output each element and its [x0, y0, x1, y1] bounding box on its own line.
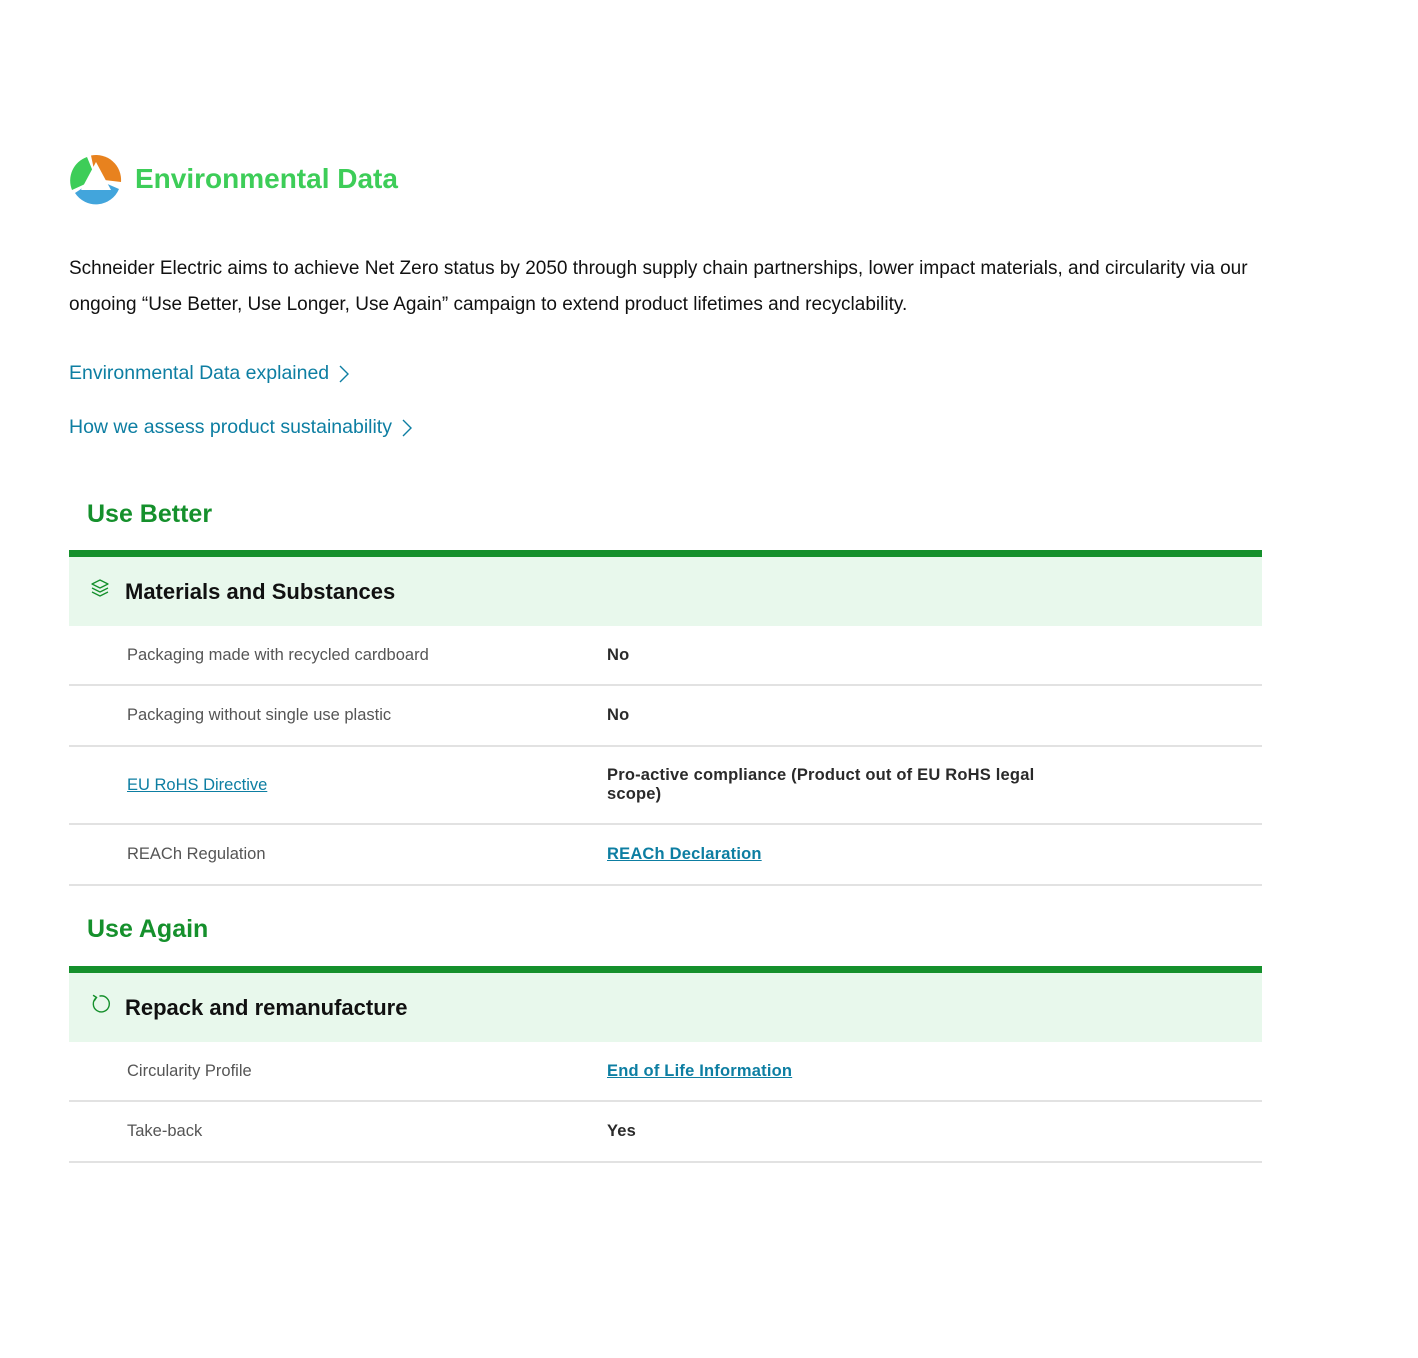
table-row	[69, 825, 1262, 886]
card-header	[69, 966, 1262, 1042]
table-row	[69, 747, 1262, 825]
intro-paragraph: Schneider Electric aims to achieve Net Zero status by 2050 through supply chain partnerships, lower impact materials, and circularity via our ongoing “Use Better, Use Longer, Use Again” campaign to extend product lifetimes and recyclability.	[69, 258, 1248, 315]
eu-rohs-directive-link[interactable]: EU RoHS Directive	[127, 775, 268, 794]
repack-remanufacture-card	[69, 966, 1262, 1163]
row-value: Yes	[607, 1122, 637, 1140]
environment-logo-icon	[69, 152, 123, 206]
card-title: Materials and Substances	[125, 578, 396, 604]
chevron-right-icon	[338, 364, 350, 384]
table-row	[69, 1102, 1262, 1163]
materials-substances-card	[69, 550, 1262, 886]
page-header	[69, 152, 398, 206]
row-label: Take-back	[127, 1122, 203, 1140]
end-of-life-information-link[interactable]: End of Life Information	[607, 1061, 793, 1080]
reach-declaration-link[interactable]: REACh Declaration	[607, 845, 762, 863]
row-value: Pro-active compliance (Product out of EU RoHS legal scope)	[607, 766, 1035, 803]
refresh-icon	[89, 993, 111, 1015]
row-label: Packaging without single use plastic	[127, 706, 392, 724]
environmental-data-explained-link[interactable]	[69, 362, 350, 385]
section-title-use-better: Use Better	[87, 500, 213, 528]
section-title-use-again: Use Again	[87, 915, 209, 943]
card-title: Repack and remanufacture	[125, 994, 408, 1020]
row-value: No	[607, 645, 630, 664]
table-row	[69, 686, 1262, 747]
card-header	[69, 550, 1262, 626]
page-title: Environmental Data	[135, 163, 398, 194]
row-value: No	[607, 706, 630, 724]
table-row	[69, 1042, 1262, 1102]
table-row	[69, 626, 1262, 686]
environmental-data-explained-label[interactable]: Environmental Data explained	[69, 362, 330, 384]
chevron-right-icon	[401, 418, 413, 438]
row-label: REACh Regulation	[127, 845, 266, 863]
assess-sustainability-link[interactable]	[69, 416, 413, 439]
row-label: Circularity Profile	[127, 1061, 252, 1080]
row-label: Packaging made with recycled cardboard	[127, 645, 429, 664]
layers-icon	[89, 577, 111, 599]
assess-sustainability-label[interactable]: How we assess product sustainability	[69, 416, 392, 438]
